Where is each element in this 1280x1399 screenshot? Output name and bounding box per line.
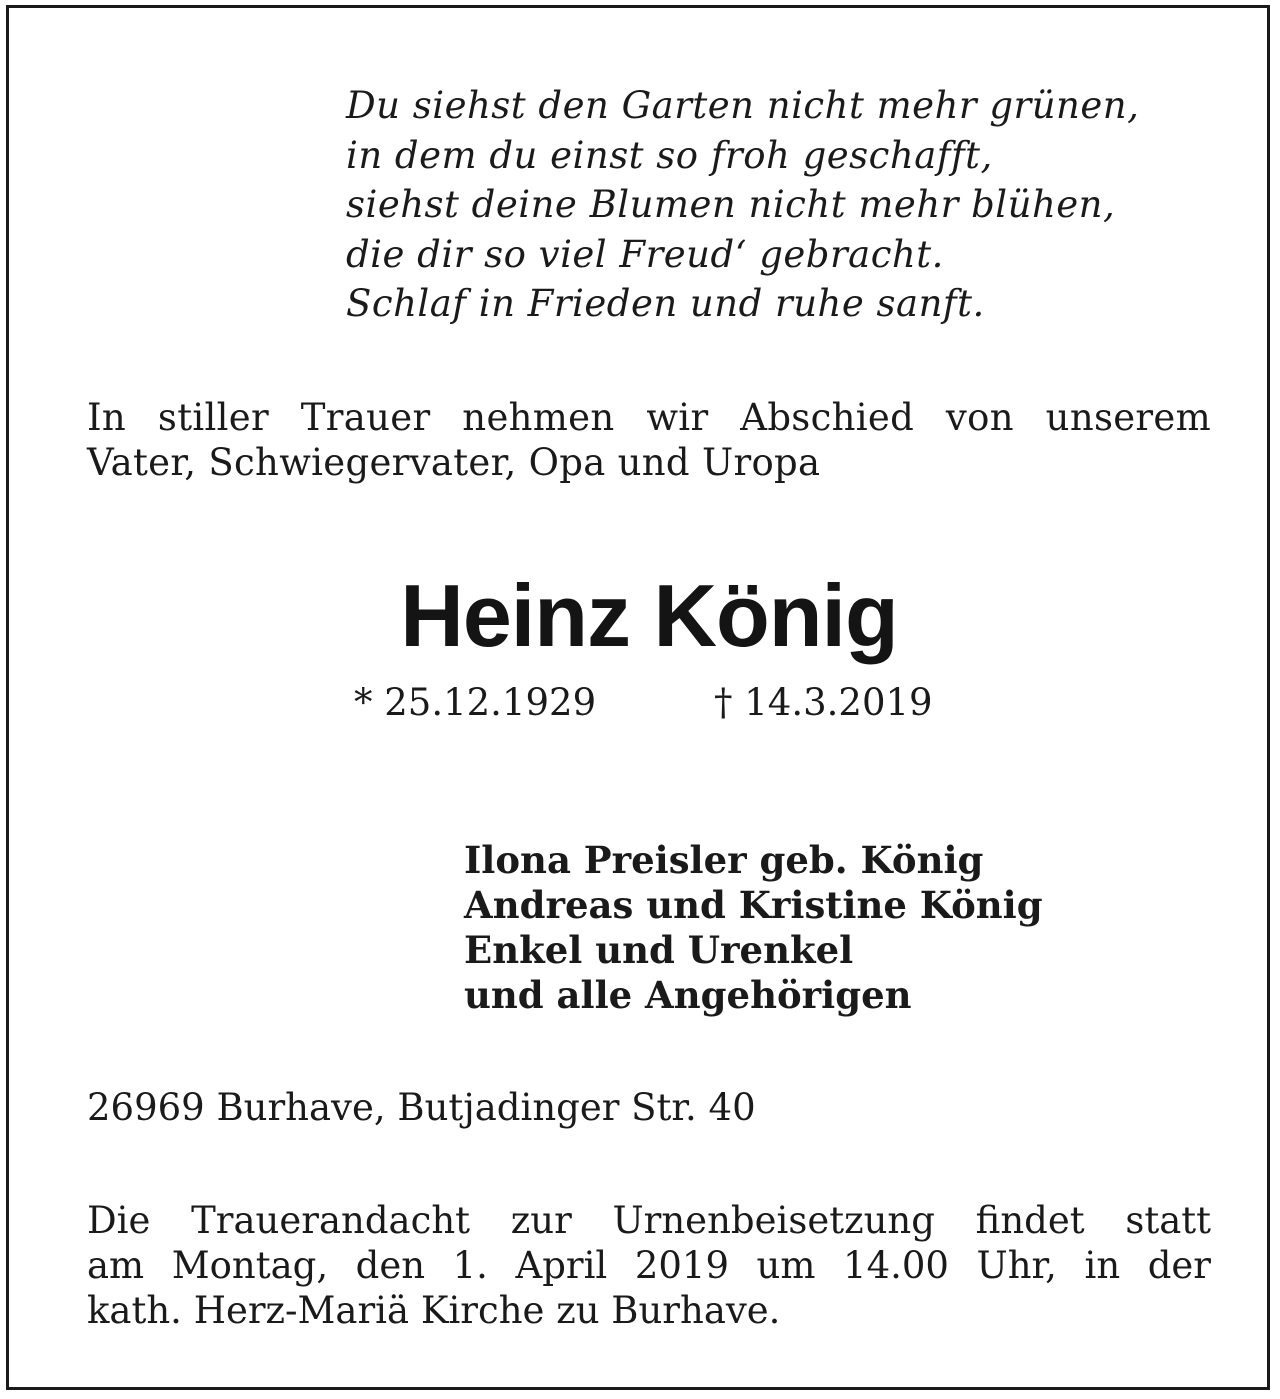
- intro-line: Vater, Schwiegervater, Opa und Uropa: [87, 441, 821, 484]
- death-date: † 14.3.2019: [714, 681, 933, 724]
- mourner-line: Andreas und Kristine König: [464, 883, 1043, 927]
- birth-date: * 25.12.1929: [354, 681, 597, 724]
- service-line: am Montag, den 1. April 2019 um 14.00 Uhr, in der: [87, 1244, 1211, 1287]
- obituary-frame: [6, 5, 1270, 1390]
- mourners-list: [464, 838, 1043, 1018]
- service-line: kath. Herz-Mariä Kirche zu Burhave.: [87, 1289, 781, 1332]
- poem-line: Du siehst den Garten nicht mehr grünen,: [346, 84, 1140, 127]
- poem-line: siehst deine Blumen nicht mehr blühen,: [346, 183, 1116, 226]
- intro-line: In stiller Trauer nehmen wir Abschied von unserem: [87, 396, 1211, 439]
- poem-line: Schlaf in Frieden und ruhe sanft.: [346, 282, 985, 325]
- mourner-line: Ilona Preisler geb. König: [464, 838, 984, 882]
- poem: [346, 81, 1139, 329]
- mourner-line: und alle Angehörigen: [464, 973, 912, 1017]
- service-line: Die Trauerandacht zur Urnenbeisetzung findet statt: [87, 1199, 1211, 1242]
- poem-line: die dir so viel Freud‘ gebracht.: [346, 232, 944, 276]
- service-notice: [87, 1198, 1211, 1333]
- poem-line: in dem du einst so froh geschafft,: [346, 133, 993, 177]
- address: 26969 Burhave, Butjadinger Str. 40: [87, 1086, 756, 1129]
- mourner-line: Enkel und Urenkel: [464, 928, 854, 972]
- intro-text: [87, 395, 1211, 485]
- deceased-name: Heinz König: [400, 566, 898, 665]
